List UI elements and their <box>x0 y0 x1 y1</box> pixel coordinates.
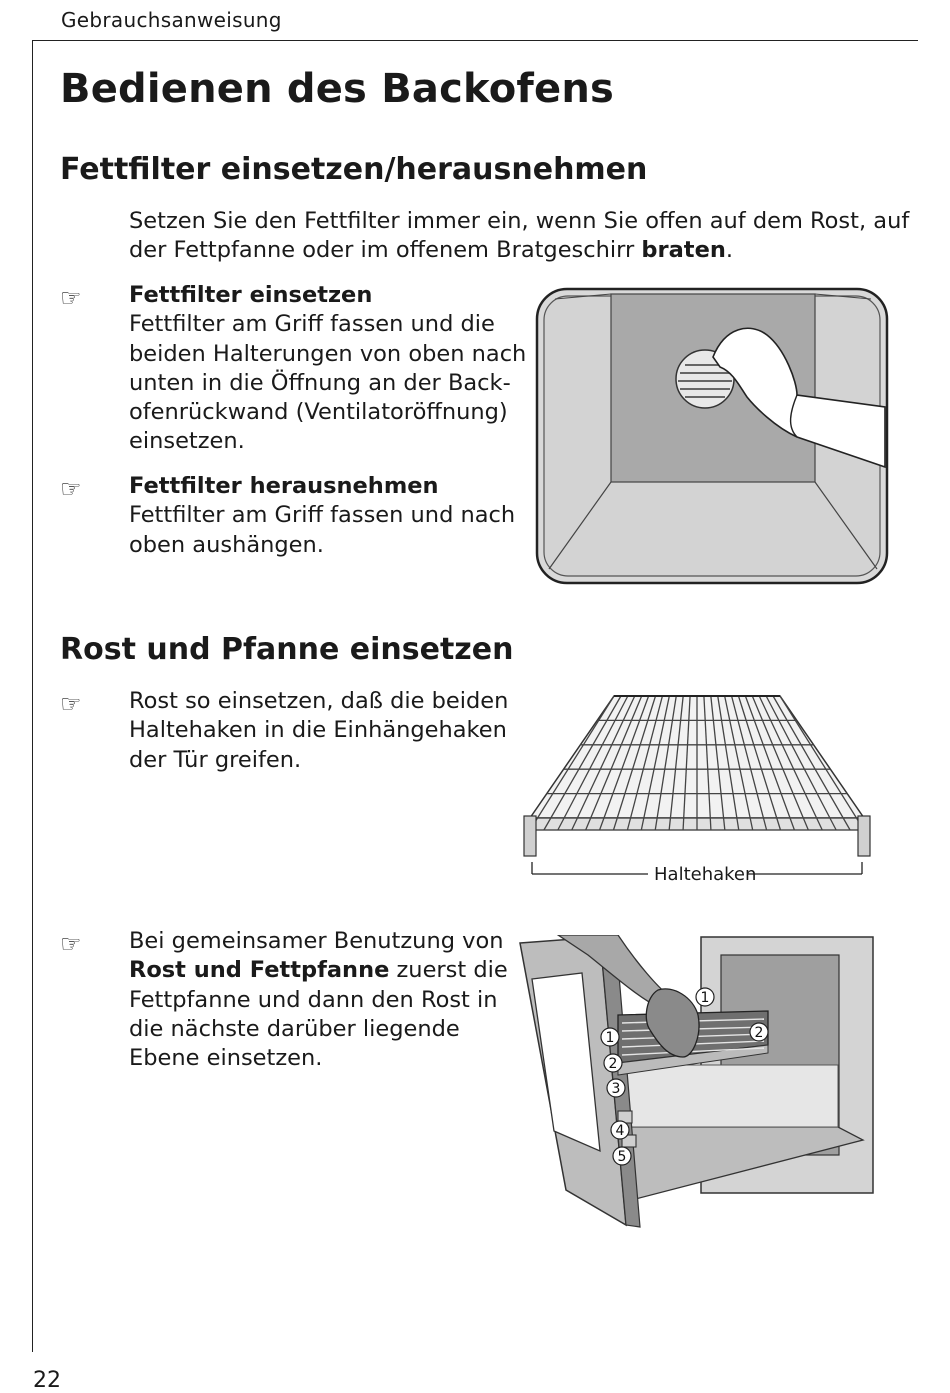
step-line: Bei gemeinsamer Benutzung von <box>129 928 504 954</box>
step-title: Fettfilter einsetzen <box>129 282 373 308</box>
hand-pointer-icon: ☞ <box>60 690 82 718</box>
level-label: 1 <box>700 990 710 1006</box>
intro-text: . <box>725 237 733 264</box>
step-line: Fettfilter am Griff fassen und die <box>129 311 495 338</box>
step-line: Fettfilter am Griff fassen und nach <box>129 502 516 529</box>
level-label: 4 <box>615 1123 625 1139</box>
step-line: unten in die Öffnung an der Back- <box>129 369 511 396</box>
step-line: Haltehaken in die Einhängehaken <box>129 717 507 744</box>
oven-filter-illustration <box>535 287 890 587</box>
step-line: Ebene einsetzen. <box>129 1045 323 1072</box>
step-rack-and-pan <box>129 927 529 1073</box>
step-line: Rost so einsetzen, daß die beiden <box>129 688 509 714</box>
rack-illustration <box>518 690 880 865</box>
step-line: einsetzen. <box>129 428 245 455</box>
step-line <box>129 956 529 985</box>
level-label: 3 <box>611 1081 621 1097</box>
oven-rack-pan-illustration <box>518 935 878 1235</box>
level-label: 2 <box>608 1056 618 1072</box>
intro-bold: braten <box>641 237 726 264</box>
margin-rule <box>32 40 33 1352</box>
step-bold: Rost und Fettpfanne <box>129 957 390 984</box>
step-line: oben aushängen. <box>129 531 324 558</box>
step-title: Fettfilter herausnehmen <box>129 473 439 499</box>
step-insert-filter <box>129 281 529 457</box>
page-title: Bedienen des Backofens <box>60 66 615 112</box>
haltehaken-caption: Haltehaken <box>654 864 757 885</box>
step-line: die nächste darüber liegende <box>129 1015 460 1042</box>
step-line: der Tür greifen. <box>129 746 302 773</box>
step-line: Fettpfanne und dann den Rost in <box>129 986 498 1013</box>
hand-pointer-icon: ☞ <box>60 930 82 958</box>
section-heading-filter: Fettfilter einsetzen/herausnehmen <box>60 152 648 187</box>
step-remove-filter <box>129 472 529 560</box>
step-text: zuerst die <box>389 957 508 984</box>
filter-intro <box>129 207 919 266</box>
hand-pointer-icon: ☞ <box>60 284 82 312</box>
level-label: 5 <box>617 1149 627 1165</box>
section-heading-rack: Rost und Pfanne einsetzen <box>60 632 514 667</box>
step-line: beiden Halterungen von oben nach <box>129 340 527 367</box>
header-rule <box>33 40 918 41</box>
level-label: 2 <box>754 1025 764 1041</box>
step-line: ofenrückwand (Ventilatoröffnung) <box>129 399 508 426</box>
hand-pointer-icon: ☞ <box>60 475 82 503</box>
level-label: 1 <box>605 1030 615 1046</box>
intro-line: Setzen Sie den Fettfilter immer ein, wenn Sie offen auf dem Rost, auf <box>129 208 910 234</box>
intro-line <box>129 236 919 265</box>
step-insert-rack <box>129 687 529 775</box>
page-number: 22 <box>33 1368 61 1393</box>
running-header: Gebrauchsanweisung <box>61 8 282 32</box>
intro-text: der Fettpfanne oder im offenem Bratgeschirr <box>129 237 642 264</box>
